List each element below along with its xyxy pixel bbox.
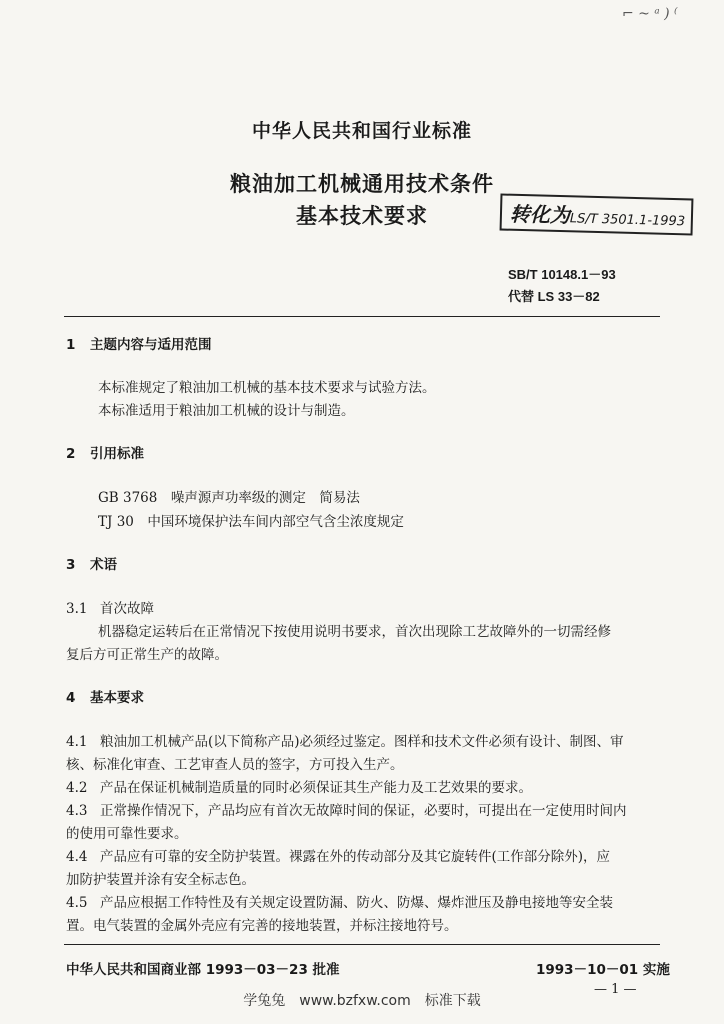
margin-scribble: ⌐ ~ ᵃ ) ⁽: [622, 6, 678, 22]
section-title: 术语: [90, 557, 117, 573]
section-4-heading: [66, 686, 144, 706]
reference-gb3768: GB 3768 噪声源声功率级的测定 简易法: [98, 490, 360, 506]
replaces-standard: 代替 LS 33－82: [508, 289, 600, 304]
section-number: 3: [66, 557, 76, 573]
term-definition-line1: 机器稳定运转后在正常情况下按使用说明书要求，首次出现除工艺故障外的一切需经修: [98, 624, 611, 640]
section-number: 2: [66, 446, 76, 462]
term-definition-line2: 复后方可正常生产的故障。: [66, 647, 228, 663]
stamp-main-text: 转化为: [509, 201, 571, 228]
issuing-organization: 中华人民共和国行业标准: [251, 120, 472, 142]
clause-4-1-line2: 核、标准化审查、工艺审查人员的签字，方可投入生产。: [66, 757, 404, 773]
stamp-code: LS/T 3501.1-1993: [569, 211, 686, 230]
section-1-heading: [66, 333, 212, 353]
header-divider: [64, 316, 660, 317]
clause-number: 4.3: [66, 803, 88, 819]
clause-4-4-line1: [66, 845, 610, 865]
section-1-paragraph-1: 本标准规定了粮油加工机械的基本技术要求与试验方法。: [98, 380, 436, 396]
clause-text: 粮油加工机械产品(以下简称产品)必须经过鉴定。图样和技术文件必须有设计、制图、审: [100, 734, 624, 750]
clause-4-2-line1: [66, 776, 532, 796]
section-1-paragraph-2: 本标准适用于粮油加工机械的设计与制造。: [98, 403, 355, 419]
footer-divider: [64, 944, 660, 945]
section-title: 主题内容与适用范围: [90, 337, 212, 353]
clause-4-1-line1: [66, 730, 624, 750]
clause-number: 3.1: [66, 601, 88, 617]
clause-text: 正常操作情况下，产品均应有首次无故障时间的保证，必要时，可提出在一定使用时间内: [100, 803, 627, 819]
document-title-line1: 粮油加工机械通用技术条件: [230, 172, 494, 196]
clause-4-5-line1: [66, 891, 613, 911]
reference-tj30: TJ 30 中国环境保护法车间内部空气含尘浓度规定: [98, 514, 404, 530]
section-title: 引用标准: [90, 446, 144, 462]
effective-date: 1993－10－01 实施: [536, 962, 670, 978]
clause-text: 产品应有可靠的安全防护装置。裸露在外的传动部分及其它旋转件(工作部分除外)，应: [100, 849, 611, 865]
clause-text: 产品应根据工作特性及有关规定设置防漏、防火、防爆、爆炸泄压及静电接地等安全装: [100, 895, 613, 911]
clause-4-5-line2: 置。电气装置的金属外壳应有完善的接地装置，并标注接地符号。: [66, 918, 458, 934]
clause-number: 4.4: [66, 849, 88, 865]
standard-number: SB/T 10148.1－93: [508, 267, 616, 282]
term-title: 首次故障: [100, 601, 154, 617]
section-number: 4: [66, 690, 76, 706]
term-3-1: [66, 597, 154, 617]
clause-number: 4.1: [66, 734, 88, 750]
clause-number: 4.2: [66, 780, 88, 796]
clause-4-4-line2: 加防护装置并涂有安全标志色。: [66, 872, 255, 888]
clause-4-3-line2: 的使用可靠性要求。: [66, 826, 188, 842]
site-watermark[interactable]: 学兔兔 www.bzfxw.com 标准下载: [243, 993, 481, 1009]
section-number: 1: [66, 337, 76, 353]
section-3-heading: [66, 553, 117, 573]
approval-statement: 中华人民共和国商业部 1993－03－23 批准: [66, 962, 340, 978]
clause-text: 产品在保证机械制造质量的同时必须保证其生产能力及工艺效果的要求。: [100, 780, 532, 796]
section-title: 基本要求: [90, 690, 144, 706]
section-2-heading: [66, 442, 144, 462]
clause-number: 4.5: [66, 895, 88, 911]
clause-4-3-line1: [66, 799, 627, 819]
conversion-stamp: [500, 193, 694, 235]
page-number: — 1 —: [594, 982, 637, 997]
document-title-line2: 基本技术要求: [296, 204, 428, 228]
